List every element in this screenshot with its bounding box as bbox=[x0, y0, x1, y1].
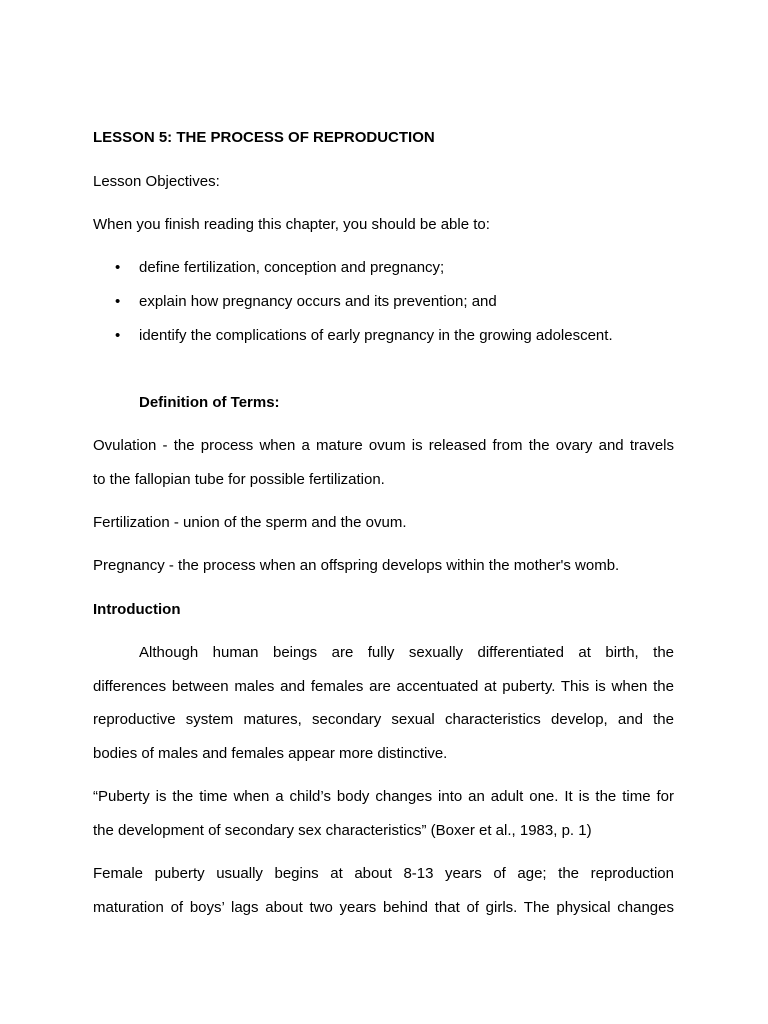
intro-paragraph-line: reproductive system matures, secondary sexual characteristics develop, and the bbox=[93, 711, 674, 728]
bullet-icon: • bbox=[115, 259, 121, 276]
puberty-paragraph-line: Female puberty usually begins at about 8-13 years of age; the reproduction bbox=[93, 865, 674, 882]
introduction-heading: Introduction bbox=[93, 601, 181, 618]
intro-paragraph-line: differences between males and females are accentuated at puberty. This is when the bbox=[93, 678, 674, 695]
objective-text: define fertilization, conception and pregnancy; bbox=[139, 259, 445, 276]
intro-paragraph-line: bodies of males and females appear more distinctive. bbox=[93, 745, 448, 762]
objectives-label: Lesson Objectives: bbox=[93, 173, 220, 190]
intro-paragraph-line: Although human beings are fully sexually differentiated at birth, the bbox=[139, 644, 674, 661]
definition-fertilization: Fertilization - union of the sperm and the ovum. bbox=[93, 514, 407, 531]
lesson-title: LESSON 5: THE PROCESS OF REPRODUCTION bbox=[93, 129, 435, 146]
puberty-paragraph-line: maturation of boys’ lags about two years behind that of girls. The physical changes bbox=[93, 899, 674, 916]
bullet-icon: • bbox=[115, 327, 121, 344]
definitions-heading: Definition of Terms: bbox=[139, 394, 280, 411]
objectives-intro: When you finish reading this chapter, you should be able to: bbox=[93, 216, 490, 233]
quote-line: “Puberty is the time when a child’s body changes into an adult one. It is the time for bbox=[93, 788, 674, 805]
bullet-icon: • bbox=[115, 293, 121, 310]
definition-ovulation-line1: Ovulation - the process when a mature ovum is released from the ovary and travels bbox=[93, 437, 674, 454]
document-page bbox=[93, 0, 674, 1024]
quote-line: the development of secondary sex characteristics” (Boxer et al., 1983, p. 1) bbox=[93, 822, 592, 839]
objective-text: identify the complications of early pregnancy in the growing adolescent. bbox=[139, 327, 613, 344]
definition-pregnancy: Pregnancy - the process when an offspring develops within the mother's womb. bbox=[93, 557, 620, 574]
objective-text: explain how pregnancy occurs and its prevention; and bbox=[139, 293, 497, 310]
definition-ovulation-line2: to the fallopian tube for possible fertilization. bbox=[93, 471, 385, 488]
